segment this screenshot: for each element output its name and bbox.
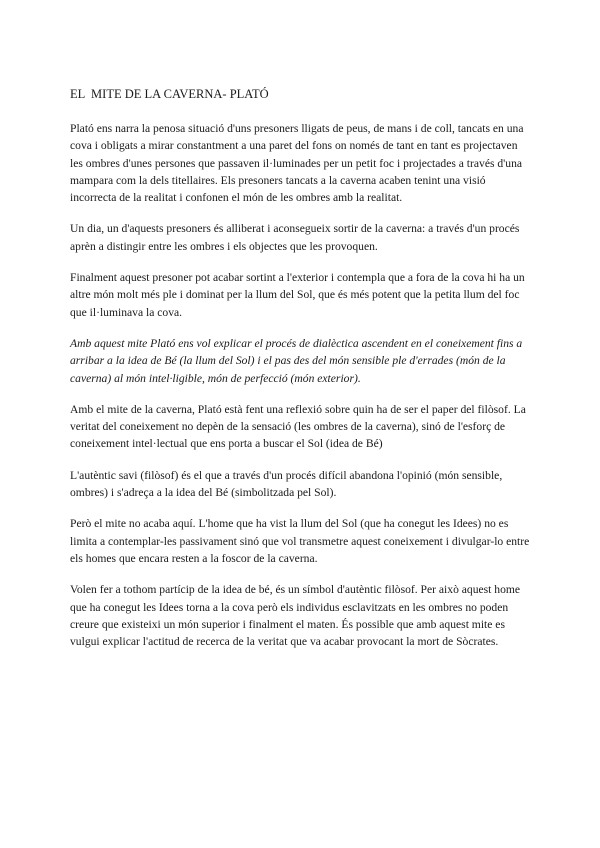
paragraph-exterior: Finalment aquest presoner pot acabar sortint a l'exterior i contempla que a fora de la cova hi ha un altre món molt més ple i dominat per la llum del Sol, que és més potent que la petita llum del foc que il·luminava la cova.: [70, 271, 525, 319]
paragraph-liberation: Un dia, un d'aquests presoners és alliberat i aconsegueix sortir de la caverna: a través d'un procés aprèn a distingir entre les ombres i els objectes que les provoquen.: [70, 222, 520, 253]
paragraph-socrates: Volen fer a tothom partícip de la idea de bé, és un símbol d'autèntic filòsof. Per això aquest home que ha conegut les Idees torna a la cova però els individus esclavitzats en les ombres no poden creure que existeixi un món superior i finalment el maten. És possible que amb aquest mite es vulgui explicar l'actitud de recerca de la veritat que va acabar provocant la mort de Sòcrates.: [70, 583, 521, 649]
paragraph-true-sage: L'autèntic savi (filòsof) és el que a través d'un procés difícil abandona l'opinió (món sensible, ombres) i s'adreça a la idea del Bé (simbolitzada pel Sol).: [70, 468, 503, 500]
document-page: [70, 86, 530, 664]
document-title: EL MITE DE LA CAVERNA- PLATÓ: [70, 87, 269, 101]
paragraph-philosopher-role: Amb el mite de la caverna, Plató està fent una reflexió sobre quin ha de ser el paper del filòsof. La veritat del coneixement no depèn de la sensació (les ombres de la caverna), sinó de l'esforç de coneixement intel·lectual que ens porta a buscar el Sol (idea de Bé): [70, 402, 526, 451]
paragraph-myth-continues: Però el mite no acaba aquí. L'home que ha vist la llum del Sol (que ha conegut les Idees) no es limita a contemplar-les passivament sinó que vol transmetre aquest coneixement i divulgar-lo entre els homes que encara resten a la foscor de la caverna.: [70, 517, 530, 565]
paragraph-situation: Plató ens narra la penosa situació d'uns presoners lligats de peus, de mans i de coll, tancats en una cova i obligats a mirar constantment a una paret del fons on només de tant en tant es projectaven les ombres d'unes persones que passaven il·luminades per un petit foc i projectades a través d'una mampara com la dels titellaires. Els presoners tancats a la caverna acaben tenint una visió incorrecta de la realitat i confonen el món de les ombres amb la realitat.: [70, 122, 524, 205]
paragraph-dialectic: Amb aquest mite Plató ens vol explicar el procés de dialèctica ascendent en el coneixement fins a arribar a la idea de Bé (la llum del Sol) i el pas des del món sensible ple d'errades (món de la caverna) al món intel·ligible, món de perfecció (món exterior).: [70, 336, 523, 385]
